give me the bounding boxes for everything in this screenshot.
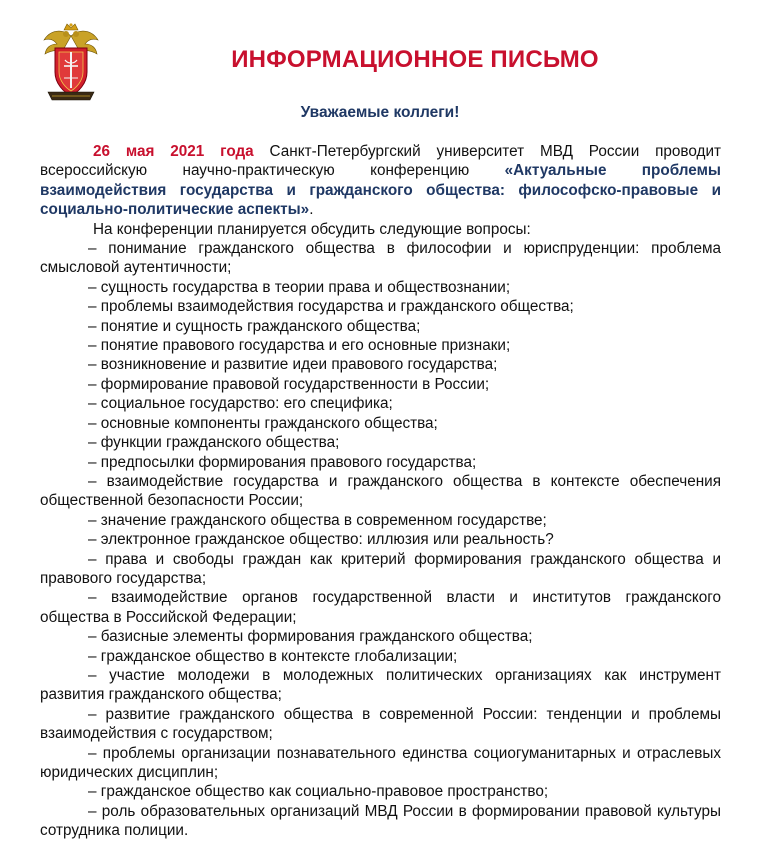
list-item: – сущность государства в теории права и обществознании; [88,278,511,296]
list-item: – возникновение и развитие идеи правового государства; [88,356,498,374]
list-item: – функции гражданского общества; [88,434,340,452]
list-item: – взаимодействие государства и гражданского общества в контексте обеспечения общественной безопасности России; [40,472,721,510]
list-item: – права и свободы граждан как критерий формирования гражданского общества и правового государства; [40,550,721,587]
intro-paragraph [40,142,721,220]
greeting: Уважаемые коллеги! [300,104,460,121]
intro-text: Санкт-Петербургский университет МВД России проводит всероссийскую научно-практическую конференцию [40,143,721,180]
list-item: – формирование правовой государственности в России; [88,375,490,393]
list-item: – предпосылки формирования правового государства; [88,453,477,471]
list-item: – развитие гражданского общества в современной России: тенденции и проблемы взаимодействия с государством; [40,705,721,743]
list-item: – проблемы организации познавательного единства социогуманитарных и отраслевых юридических дисциплин; [40,744,721,781]
topics-list [40,239,721,841]
letter-body [40,142,721,841]
list-item: – базисные элементы формирования гражданского общества; [88,628,533,646]
conference-title: «Актуальные проблемы взаимодействия государства и гражданского общества: философско-правовые и социально-политические аспекты» [40,162,721,219]
list-item: – основные компоненты гражданского общества; [88,414,438,432]
list-item: – взаимодействие органов государственной власти и институтов гражданского общества в Российской Федерации; [40,589,721,626]
list-item: – понятие правового государства и его основные признаки; [88,337,511,355]
list-item: – роль образовательных организаций МВД России в формировании правовой культуры сотрудника полиции. [40,802,721,840]
topics-lead: На конференции планируется обсудить следующие вопросы: [93,220,531,238]
list-item: – электронное гражданское общество: иллюзия или реальность? [88,531,554,549]
list-item: – гражданское общество в контексте глобализации; [88,647,458,665]
document-title: ИНФОРМАЦИОННОЕ ПИСЬМО [231,46,599,73]
list-item: – социальное государство: его специфика; [88,395,393,413]
list-item: – проблемы взаимодействия государства и гражданского общества; [88,298,574,316]
list-item: – участие молодежи в молодежных политических организациях как инструмент развития гражданского общества; [40,666,721,704]
list-item: – гражданское общество как социально-правовое пространство; [88,783,549,801]
list-item: – понятие и сущность гражданского общества; [88,317,421,335]
list-item: – значение гражданского общества в современном государстве; [88,511,547,529]
conference-date: 26 мая 2021 года [93,143,254,160]
list-item: – понимание гражданского общества в философии и юриспруденции: проблема смысловой аутентичности; [40,240,721,277]
intro-end: . [309,201,314,219]
